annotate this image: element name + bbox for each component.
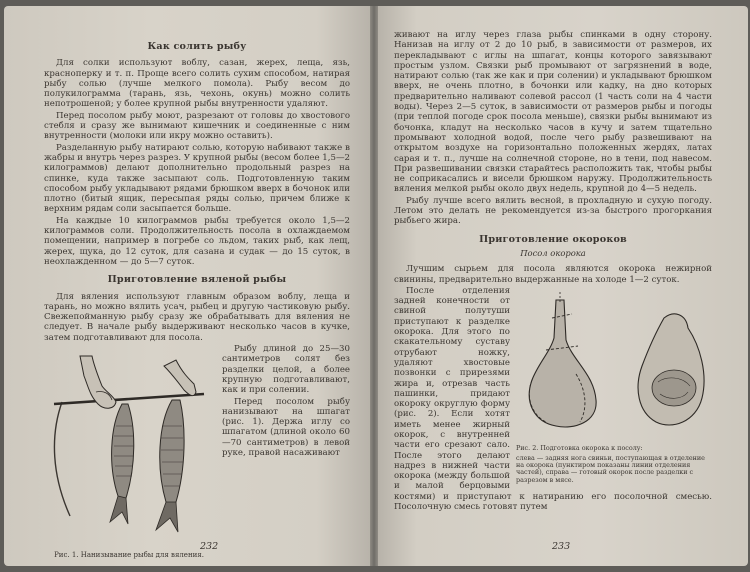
left-page-text [44,34,350,561]
paragraph: Разделанную рыбу натирают солью, которую набивают также в жабры и внутрь через разрез. У крупной рыбы (весом более 1,5—2 килограммов) делают дополнительно продольный разрез на спинке, куда также засыпают соль. Подготовленную таким способом рыбу укладывают рядами брюшком вверх в бочонок или плотно (битый ящик, пересыпая ряды солью, причем ближе к верхним рядам соли засыпается больше. [44,142,351,215]
book-spread [4,6,748,566]
page-number: 233 [552,541,571,552]
paragraph: Для вяления используют главным образом воблу, леща и тарань, но можно вялить усач, рыбец и другую частиковую рыбу. Свежепойманную рыбу сразу же обрабатывать для вяления не следует. В начале рыбу выдерживают несколько часов в кучке, затем подготавливают для посола. [44,291,350,343]
paragraph: Перед посолом рыбу моют, разрезают от головы до хвостового стебля и сразу же вынимают кишечник и соединенные с ним внутренности (молоки или икру можно оставить). [44,110,350,142]
page-number: 232 [200,541,219,552]
ham-illustration [516,290,712,440]
paragraph: На каждые 10 килограммов рыбы требуется около 1,5—2 килограммов соли. Продолжительность посола в охлаждаемом помещении, например в погребе со льдом, таких рыб, как лещ, жерех, щука, до 12 суток, для сазана и судак — до 15 суток, в неохлажденном — до 5—7 суток. [44,215,350,267]
paragraph: живают на иглу через глаза рыбы спинками в одну сторону. Нанизав на иглу от 2 до 10 рыб, в зависимости от размеров, их перекладывают с иглы на шпагат, концы которого завязывают простым узлом. Связки рыб промывают от загрязнений в воде, натирают солью (так же как и при солении) и укладывают брюшком вверх, не очень плотно, в бочонки или кадку, на дно которых предварительно наливают солевой рассол (1 часть соли на 4 части воды). Через 2—5 суток, в зависимости от размеров рыбы и погоды (при теплой погоде срок посола меньше), связки рыбы вынимают из бочонка, кладут на несколько часов в кучу и затем тщательно промывают холодной водой, после чего рыбу развешивают на открытом воздухе на горизонтально положенных жердях, латах сарая и т. п., лучше на солнечной стороне, но в тени, под навесом. При развешивании связки старайтесь расположить так, чтобы рыбы не соприкасались и висели брюшком наружу. Продолжительность вяления мелкой рыбы около двух недель, крупной до 4—5 недель. [394,30,712,195]
paragraph: Для солки используют воблу, сазан, жерех, леща, язь, красноперку и т. п. Проще всего солить сухим способом, натирая рыбу солью (лучше мелкого помола). Рыбу весом до полукилограмма (тарань, язь, чехонь, окунь) можно солить непотрошеной; у более крупной рыбы внутренности удаляют. [44,58,350,110]
paragraph: Рыбу длиной до 25—30 сантиметров солят без разделки целой, а более крупную подготавливают, как и при солении. [222,344,350,396]
fish-on-string-illustration [44,346,214,546]
section-heading: Приготовление окороков [479,233,627,245]
paragraph: Рыбу лучше всего вялить весной, в прохладную и сухую погоду. Летом это делать не рекомендуется из-за быстрого прогоркания рыбьего жира. [394,195,712,227]
figure-fish-stringing [44,346,214,559]
figure-caption-title: Рис. 2. Подготовка окорока к посолу: [516,444,643,453]
section-heading: Как солить рыбу [147,41,247,52]
figure-caption-body: слева — задняя нога свиньи, поступающая в отделение на окорока (пунктиром показаны линии отделения частей), справа — готовый окорок после разделки с разрезом в мясе. [516,453,705,484]
section-heading: Приготовление вяленой рыбы [107,274,287,286]
figure-caption: Рис. 1. Нанизывание рыбы для вяления. [54,551,204,560]
figure-ham-preparation [516,290,712,484]
paragraph: После отделения задней конечности от свиной полутуши приступают к разделке окорока. Для этого по скакательному суставу отрубают ножку, удаляют хвостовые позвонки с прирезями жира и, отрезав часть пашинки, придают окороку округлую форму (рис. 2). Если хотят иметь менее жирный окорок, с внутренней части его срезают сало. После этого делают надрез в нижней части окорока (между большой и малой берцовыми костями) и приступают к натиранию его посолочной смесью. Посолочную смесь готовят путем [394,285,712,513]
right-page [372,6,748,566]
subsection-heading: Посол окорока [520,247,586,258]
paragraph: Перед посолом рыбу нанизывают на шпагат (рис. 1). Держа иглу со шпагатом (длиной около 60—70 сантиметров) в левой руке, правой насаживают [222,396,350,458]
paragraph: Лучшим сырьем для посола являются окорока нежирной свинины, предварительно выдержанные на холоде 1—2 суток. [394,264,712,285]
book-gutter [370,6,378,566]
right-page-text [394,30,712,513]
left-page [4,6,372,566]
